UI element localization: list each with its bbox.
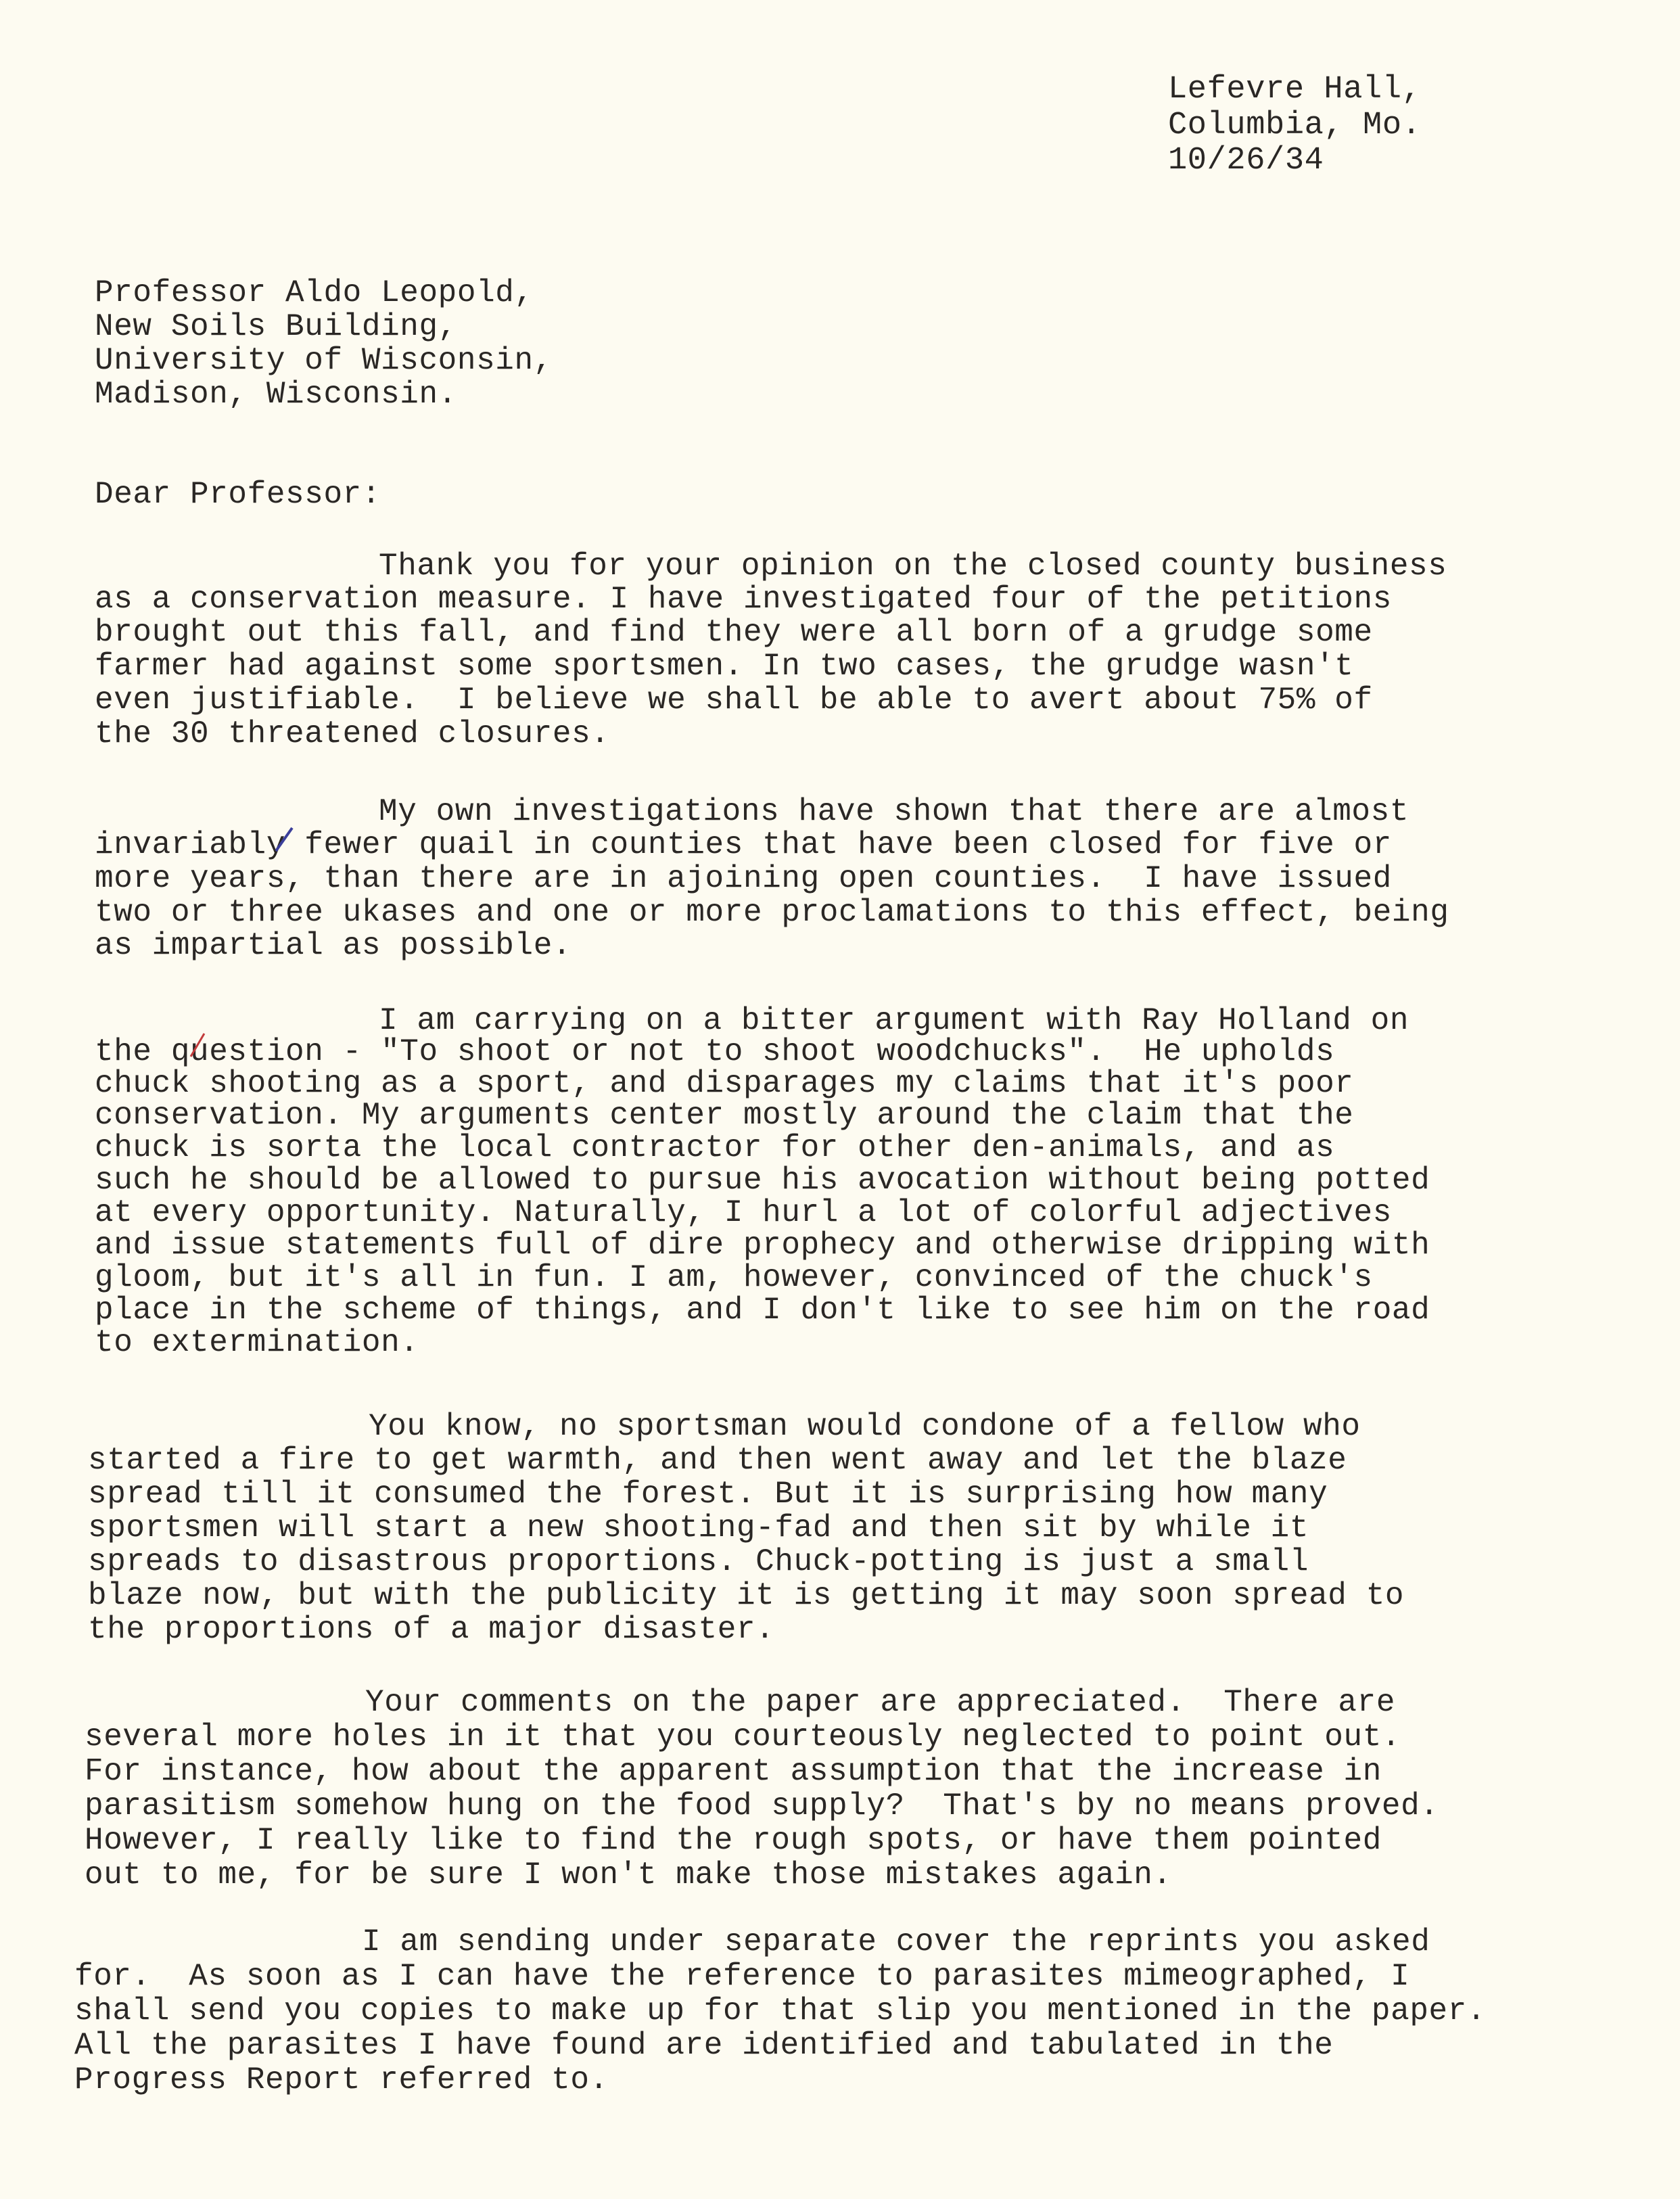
recipient-line: New Soils Building, — [95, 309, 457, 344]
recipient-line: Madison, Wisconsin. — [95, 377, 457, 412]
paragraph-line: place in the scheme of things, and I don't like to see him on the road — [95, 1293, 1430, 1328]
recipient-line: Professor Aldo Leopold, — [95, 275, 534, 310]
paragraph-line: as a conservation measure. I have investigated four of the petitions — [95, 582, 1392, 617]
paragraph-line: brought out this fall, and find they were all born of a grudge some — [95, 615, 1373, 650]
paragraph-line: started a fire to get warmth, and then went away and let the blaze — [88, 1443, 1347, 1478]
paragraph-line: I am carrying on a bitter argument with Ray Holland on — [379, 1003, 1409, 1038]
paragraph-line: For instance, how about the apparent assumption that the increase in — [85, 1754, 1382, 1789]
paragraph-line: shall send you copies to make up for that slip you mentioned in the paper. — [74, 1993, 1487, 2029]
paragraph-line: However, I really like to find the rough spots, or have them pointed — [85, 1823, 1382, 1858]
return-address-line: Lefevre Hall, — [1168, 72, 1422, 108]
paragraph-line: spread till it consumed the forest. But it is surprising how many — [88, 1477, 1328, 1512]
paragraph-line: Thank you for your opinion on the closed county business — [379, 549, 1447, 584]
paragraph-line: as impartial as possible. — [95, 928, 572, 963]
paragraph-line: conservation. My arguments center mostly around the claim that the — [95, 1098, 1354, 1133]
paragraph-line: to extermination. — [95, 1325, 419, 1360]
paragraph-line: more years, than there are in ajoining open counties. I have issued — [95, 861, 1392, 896]
letter-date: 10/26/34 — [1168, 143, 1324, 179]
paragraph-line: even justifiable. I believe we shall be able to avert about 75% of — [95, 682, 1373, 718]
paragraph-line: out to me, for be sure I won't make those mistakes again. — [85, 1857, 1172, 1893]
paragraph-line: sportsmen will start a new shooting-fad and then sit by while it — [88, 1510, 1309, 1546]
paragraph-line: spreads to disastrous proportions. Chuck-potting is just a small — [88, 1544, 1309, 1579]
paragraph-line: at every opportunity. Naturally, I hurl a lot of colorful adjectives — [95, 1195, 1392, 1230]
paragraph-line: chuck shooting as a sport, and disparages my claims that it's poor — [95, 1066, 1354, 1101]
return-address-line: Columbia, Mo. — [1168, 108, 1422, 143]
paragraph-line: You know, no sportsman would condone of a fellow who — [369, 1409, 1361, 1444]
paragraph-line: parasitism somehow hung on the food supply? That's by no means proved. — [85, 1788, 1439, 1824]
paragraph-line: the 30 threatened closures. — [95, 716, 610, 751]
paragraph-line: for. As soon as I can have the reference to parasites mimeographed, I — [74, 1959, 1410, 1994]
paragraph-line: Your comments on the paper are appreciated. There are — [365, 1685, 1396, 1720]
paragraph-line: several more holes in it that you courteously neglected to point out. — [85, 1719, 1401, 1755]
correction-mark-icon — [272, 824, 299, 854]
paragraph-line: blaze now, but with the publicity it is getting it may soon spread to — [88, 1578, 1405, 1613]
paragraph-line: the proportions of a major disaster. — [88, 1612, 775, 1647]
paragraph-line: the question - "To shoot or not to shoot woodchucks". He upholds — [95, 1034, 1335, 1069]
paragraph-line: invariably fewer quail in counties that have been closed for five or — [95, 827, 1392, 862]
paragraph-line: I am sending under separate cover the reprints you asked — [362, 1924, 1430, 1960]
paragraph-line: My own investigations have shown that there are almost — [379, 794, 1409, 829]
paragraph-line: All the parasites I have found are identified and tabulated in the — [74, 2028, 1334, 2063]
paragraph-line: farmer had against some sportsmen. In two cases, the grudge wasn't — [95, 649, 1354, 684]
correction-mark-icon — [188, 1029, 208, 1059]
paragraph-line: Progress Report referred to. — [74, 2062, 609, 2098]
paragraph-line: chuck is sorta the local contractor for other den-animals, and as — [95, 1130, 1335, 1165]
paragraph-line: and issue statements full of dire prophecy and otherwise dripping with — [95, 1228, 1430, 1263]
salutation: Dear Professor: — [95, 477, 381, 512]
paragraph-line: gloom, but it's all in fun. I am, however, convinced of the chuck's — [95, 1260, 1373, 1295]
paragraph-line: two or three ukases and one or more proclamations to this effect, being — [95, 895, 1449, 930]
paragraph-line: such he should be allowed to pursue his avocation without being potted — [95, 1163, 1430, 1198]
recipient-line: University of Wisconsin, — [95, 343, 553, 378]
